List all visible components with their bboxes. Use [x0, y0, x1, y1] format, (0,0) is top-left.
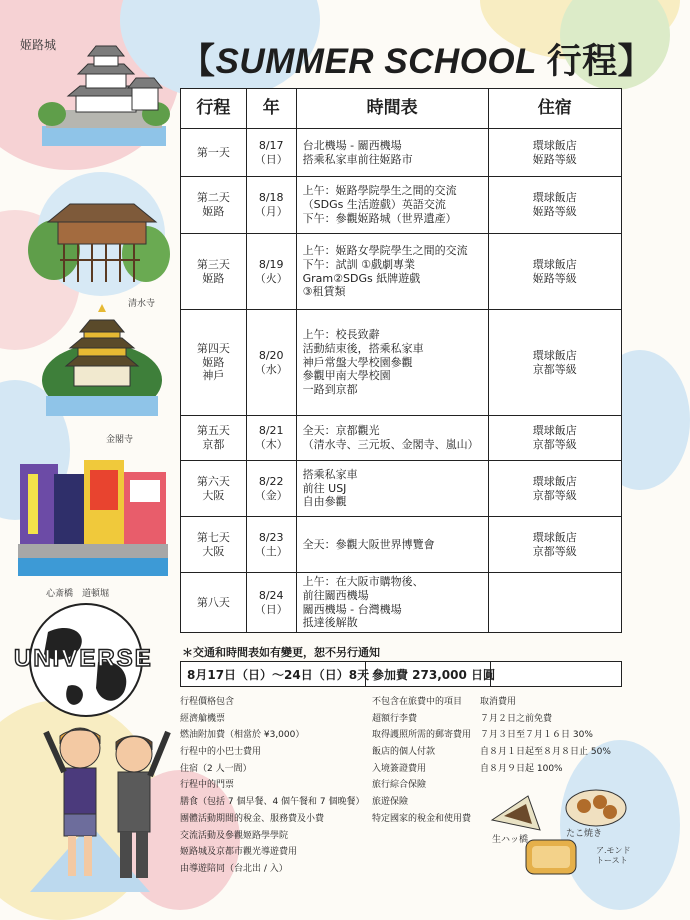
hotel-cell-line: 京都等級 [532, 544, 577, 558]
schedule-cell-line: （SDGs 生活遊戲）英語交流 [302, 198, 446, 212]
schedule-cell-line: 搭乘私家車 [302, 467, 358, 481]
excluded-item: 飯店的個人付款 [372, 747, 436, 758]
schedule-cell-line: 搭乘私家車前往姬路市 [302, 152, 413, 166]
page-title [180, 34, 654, 82]
day-cell-line: 第一天 [196, 145, 230, 159]
table-header-row [181, 89, 622, 129]
day-cell-line: 姬路 [202, 205, 225, 218]
itinerary-row [181, 177, 622, 234]
included-item: 燃油附加費（相當於 ¥3,000） [180, 730, 305, 741]
day-cell-line: 第六天 [196, 474, 230, 488]
globe-text: UNIVERSE [14, 645, 153, 672]
schedule-cell-line: ③租賃類 [302, 285, 346, 299]
day-cell [181, 416, 247, 461]
schedule-cell [296, 234, 488, 310]
title-bracket: 【 [180, 42, 216, 81]
itinerary-row [181, 234, 622, 310]
date-cell-line: 8/17 [258, 138, 284, 152]
schedule-cell-line: 上午：校長致辭 [302, 328, 380, 342]
day-cell [181, 573, 247, 633]
hotel-cell-line: 環球飯店 [532, 191, 577, 205]
schedule-cell-line: 前往 USJ [302, 481, 347, 495]
day-cell-line: 第八天 [196, 595, 230, 609]
day-cell-line: 第三天 [196, 257, 230, 271]
students-illustration [30, 714, 180, 892]
trip-summary-bar [180, 661, 622, 687]
day-cell-line: 神戶 [202, 369, 225, 383]
day-cell [181, 234, 247, 310]
date-cell [246, 234, 296, 310]
schedule-cell-line: 全天：參觀大阪世界博覽會 [302, 537, 435, 551]
included-item: 住宿（2 人一間） [180, 763, 252, 774]
itinerary-table [180, 88, 622, 633]
date-cell-line: 8/20 [258, 348, 284, 362]
date-cell [246, 177, 296, 234]
trip-summary-extra [491, 662, 497, 686]
header-day: 行程 [181, 89, 247, 129]
included-item: 行程中的門票 [180, 780, 235, 791]
hotel-cell-line: 環球飯店 [532, 348, 577, 362]
globe-illustration [8, 602, 168, 722]
kinkakuji-illustration [40, 310, 164, 420]
kinkakuji-label: 金閣寺 [106, 435, 134, 445]
food-label-yatsuhashi: 生ハッ橋 [492, 835, 529, 845]
included-item: 行程價格包含 [180, 697, 235, 707]
day-cell-line: 姬路 [202, 355, 225, 369]
hotel-cell-line: 環球飯店 [532, 424, 577, 438]
trip-fee: 參加費 273,000 日圓 [366, 662, 491, 686]
hotel-cell [488, 129, 621, 177]
hotel-cell [488, 517, 621, 573]
hotel-cell-line: 京都等級 [532, 362, 577, 376]
day-cell-line: 第五天 [196, 424, 230, 438]
schedule-cell-line: 抵達後解散 [302, 616, 358, 630]
himeji-castle-illustration [36, 38, 172, 150]
date-cell-line: （火） [254, 271, 288, 285]
schedule-cell-line: 上午：在大阪市購物後、 [302, 575, 424, 588]
schedule-change-note: ＊交通和時間表如有變更，恕不另行通知 [182, 646, 380, 659]
included-items-list [180, 694, 364, 878]
date-cell [246, 461, 296, 517]
day-cell-line: 第七天 [196, 530, 230, 544]
date-cell [246, 573, 296, 633]
schedule-cell-line: 上午：姬路女學院學生之間的交流 [302, 244, 468, 257]
excluded-item: 特定國家的稅金和使用費 [372, 813, 472, 824]
schedule-cell-line: 神戶常盤大學校園參觀 [302, 355, 413, 369]
schedule-cell-line: 下午：試訓 ①戲劇專業 [302, 257, 415, 271]
itinerary-row [181, 416, 622, 461]
cancellation-item: 自８月９日起 100% [480, 763, 563, 774]
excluded-item: 超額行李費 [372, 713, 418, 724]
date-cell-line: （日） [254, 602, 288, 616]
included-item: 姬路城及京都市觀光導遊費用 [180, 847, 298, 858]
cancellation-fees-list [480, 694, 611, 777]
date-cell-line: 8/24 [258, 588, 284, 602]
date-cell-line: （日） [254, 152, 288, 166]
excluded-item: 入境簽證費用 [372, 763, 427, 774]
header-year: 年 [246, 89, 296, 129]
schedule-cell-line: （清水寺、三元坂、金閣寺、嵐山） [302, 438, 479, 451]
schedule-cell-line: 參觀甲南大學校園 [302, 369, 391, 383]
date-cell-line: （木） [254, 438, 288, 451]
osaka-label: 心斎橋 道頓堀 [46, 589, 110, 599]
date-cell-line: 8/19 [258, 257, 284, 271]
schedule-cell [296, 517, 488, 573]
schedule-cell-line: 上午：姬路學院學生之間的交流 [302, 184, 457, 198]
included-item: 行程中的小巴士費用 [180, 747, 262, 758]
day-cell-line: 大阪 [202, 488, 225, 502]
included-item: 團體活動期間的稅金、服務費及小費 [180, 813, 325, 824]
hotel-cell [488, 416, 621, 461]
included-item: 由導遊陪同（台北出 / 入） [180, 863, 288, 874]
day-cell [181, 177, 247, 234]
hotel-cell [488, 177, 621, 234]
hotel-cell-line: 京都等級 [532, 488, 577, 502]
day-cell-line: 京都 [202, 438, 225, 451]
day-cell [181, 461, 247, 517]
schedule-cell-line: 一路到京都 [302, 383, 358, 397]
hotel-cell-line: 京都等級 [532, 438, 577, 451]
schedule-cell-line: 前往關西機場 [302, 588, 369, 602]
day-cell [181, 129, 247, 177]
day-cell-line: 第四天 [196, 341, 230, 355]
excluded-item: 不包含在旅費中的項目 [372, 697, 463, 707]
kiyomizu-temple-illustration [34, 170, 168, 298]
day-cell-line: 姬路 [202, 271, 225, 285]
date-cell-line: 8/23 [258, 530, 284, 544]
himeji-castle-label: 姬路城 [20, 38, 57, 52]
day-cell-line: 第二天 [196, 191, 230, 205]
schedule-cell-line: 活動結束後，搭乘私家車 [302, 341, 424, 355]
cancellation-item: ７月３日至７月１６日 30% [480, 730, 593, 741]
kiyomizu-label: 清水寺 [128, 299, 156, 309]
date-cell-line: （金） [254, 488, 288, 502]
hotel-cell-line: 環球飯店 [532, 138, 577, 152]
title-english: SUMMER SCHOOL [215, 42, 547, 81]
day-cell [181, 517, 247, 573]
header-schedule: 時間表 [296, 89, 488, 129]
itinerary-row [181, 461, 622, 517]
date-cell [246, 310, 296, 416]
included-item: 經濟艙機票 [180, 713, 226, 724]
hotel-cell [488, 234, 621, 310]
food-label-takoyaki: たこ焼き [566, 829, 603, 839]
hotel-cell [488, 310, 621, 416]
hotel-cell-line: 環球飯店 [532, 530, 577, 544]
schedule-cell [296, 129, 488, 177]
cancellation-item: 自８月１日起至８月８日止 50% [480, 747, 611, 758]
schedule-cell [296, 310, 488, 416]
trip-dates: 8月17日（日）～24日（日）8天 [181, 662, 366, 686]
date-cell [246, 129, 296, 177]
included-item: 交流活動及參觀姬路學學院 [180, 830, 289, 841]
date-cell-line: （月） [254, 205, 288, 218]
schedule-cell-line: 全天：京都觀光 [302, 424, 380, 438]
schedule-cell [296, 177, 488, 234]
hotel-cell-line: 姬路等級 [532, 271, 577, 285]
hotel-cell-line: 環球飯店 [532, 257, 577, 271]
schedule-cell [296, 573, 488, 633]
itinerary-row [181, 573, 622, 633]
cancellation-item: 取消費用 [480, 697, 517, 707]
cancellation-item: ７月２日之前免費 [480, 713, 553, 724]
date-cell [246, 517, 296, 573]
itinerary-row [181, 310, 622, 416]
hotel-cell-line: 環球飯店 [532, 474, 577, 488]
schedule-cell-line: 台北機場 - 關西機場 [302, 138, 402, 152]
excluded-item: 旅行綜合保險 [372, 780, 427, 791]
included-item: 膳食（包括 7 個早餐、4 個午餐和 7 個晚餐） [180, 797, 365, 808]
date-cell-line: （水） [254, 362, 288, 376]
date-cell-line: 8/22 [258, 474, 284, 488]
excluded-item: 取得護照所需的郵寄費用 [372, 730, 472, 741]
food-label-almond-toast: ア.モンド トースト [596, 846, 631, 865]
excluded-items-list [372, 694, 471, 828]
schedule-cell-line: 自由參觀 [302, 495, 347, 509]
title-chinese: 行程】 [546, 42, 654, 81]
food-illustration [486, 778, 636, 884]
itinerary-row [181, 129, 622, 177]
schedule-cell-line: Gram②SDGs 紙牌遊戲 [302, 271, 421, 285]
date-cell [246, 416, 296, 461]
hotel-cell-line: 姬路等級 [532, 205, 577, 218]
schedule-cell [296, 461, 488, 517]
hotel-cell-line: 姬路等級 [532, 152, 577, 166]
date-cell-line: 8/21 [258, 424, 284, 438]
osaka-dotonbori-illustration [18, 460, 168, 578]
hotel-cell [488, 461, 621, 517]
header-accommodation: 住宿 [488, 89, 621, 129]
date-cell-line: 8/18 [258, 191, 284, 205]
schedule-cell-line: 下午：參觀姬路城（世界遺產） [302, 211, 457, 225]
day-cell [181, 310, 247, 416]
hotel-cell [488, 573, 621, 633]
itinerary-row [181, 517, 622, 573]
schedule-cell [296, 416, 488, 461]
day-cell-line: 大阪 [202, 544, 225, 558]
date-cell-line: （土） [254, 544, 288, 558]
excluded-item: 旅遊保險 [372, 797, 409, 808]
schedule-cell-line: 關西機場 - 台灣機場 [302, 602, 402, 616]
